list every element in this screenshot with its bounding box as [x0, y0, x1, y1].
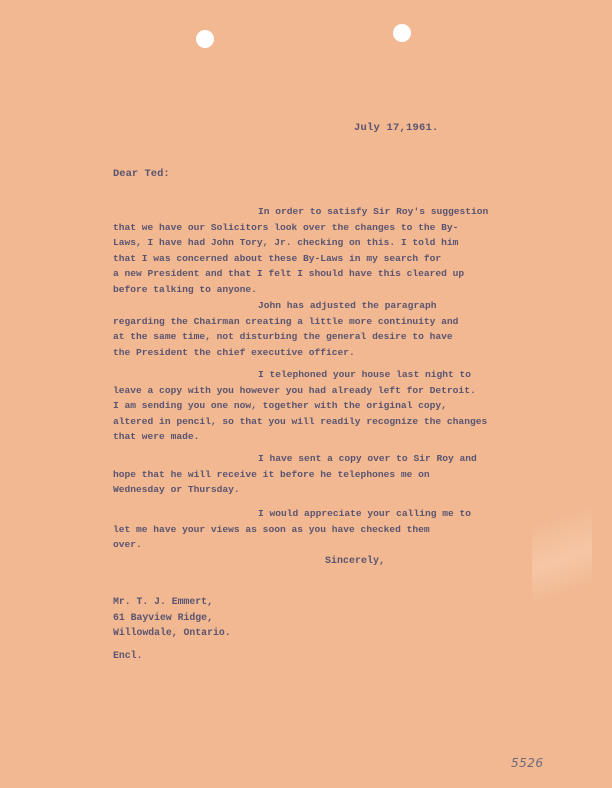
- paragraph-line: I would appreciate your calling me to: [258, 508, 472, 519]
- paragraph-line: John has adjusted the paragraph: [258, 300, 437, 311]
- recipient-street: 61 Bayview Ridge,: [113, 611, 213, 623]
- punch-hole: [196, 30, 214, 48]
- handwritten-number: 5526: [511, 756, 544, 770]
- paragraph-line: altered in pencil, so that you will readily recognize the changes: [113, 415, 488, 427]
- paragraph: [113, 367, 493, 445]
- paragraph-line: a new President and that I felt I should have this cleared up: [113, 268, 465, 279]
- paragraph-line: that were made.: [113, 431, 200, 442]
- paragraph-line: Wednesday or Thursday.: [113, 484, 240, 495]
- paragraph: [113, 506, 493, 553]
- paragraph-line: that we have our Solicitors look over the changes to the By-: [113, 221, 459, 233]
- paragraph: [113, 451, 493, 498]
- paragraph-line: leave a copy with you however you had already left for Detroit.: [113, 384, 476, 396]
- paragraph-line: at the same time, not disturbing the general desire to have: [113, 331, 453, 342]
- punch-hole: [393, 24, 411, 42]
- paragraph-line: the President the chief executive officer.: [113, 346, 355, 358]
- paragraph-line: hope that he will receive it before he telephones me on: [113, 468, 430, 480]
- paragraph-line: that I was concerned about these By-Laws in my search for: [113, 252, 442, 264]
- paragraph-line: let me have your views as soon as you have checked them: [113, 523, 430, 535]
- letter-date: July 17,1961.: [354, 122, 439, 134]
- paragraph-line: before talking to anyone.: [113, 283, 257, 295]
- recipient-address: [113, 594, 231, 641]
- paragraph-line: Laws, I have had John Tory, Jr. checking on this. I told him: [113, 237, 459, 248]
- closing: Sincerely,: [325, 556, 386, 567]
- salutation: Dear Ted:: [113, 168, 170, 180]
- paragraph-line: I telephoned your house last night to: [258, 369, 472, 380]
- paragraph-line: over.: [113, 539, 142, 550]
- recipient-name: Mr. T. J. Emmert,: [113, 596, 213, 607]
- paragraph-line: In order to satisfy Sir Roy's suggestion: [258, 206, 489, 217]
- recipient-city: Willowdale, Ontario.: [113, 627, 231, 638]
- paragraph-line: I am sending you one now, together with the original copy,: [113, 400, 447, 411]
- paper-crease: [532, 470, 592, 630]
- enclosure-note: Encl.: [113, 650, 143, 661]
- paragraph: [113, 298, 493, 360]
- paragraph-line: I have sent a copy over to Sir Roy and: [258, 453, 477, 464]
- paragraph: [113, 204, 493, 297]
- paragraph-line: regarding the Chairman creating a little more continuity and: [113, 315, 459, 327]
